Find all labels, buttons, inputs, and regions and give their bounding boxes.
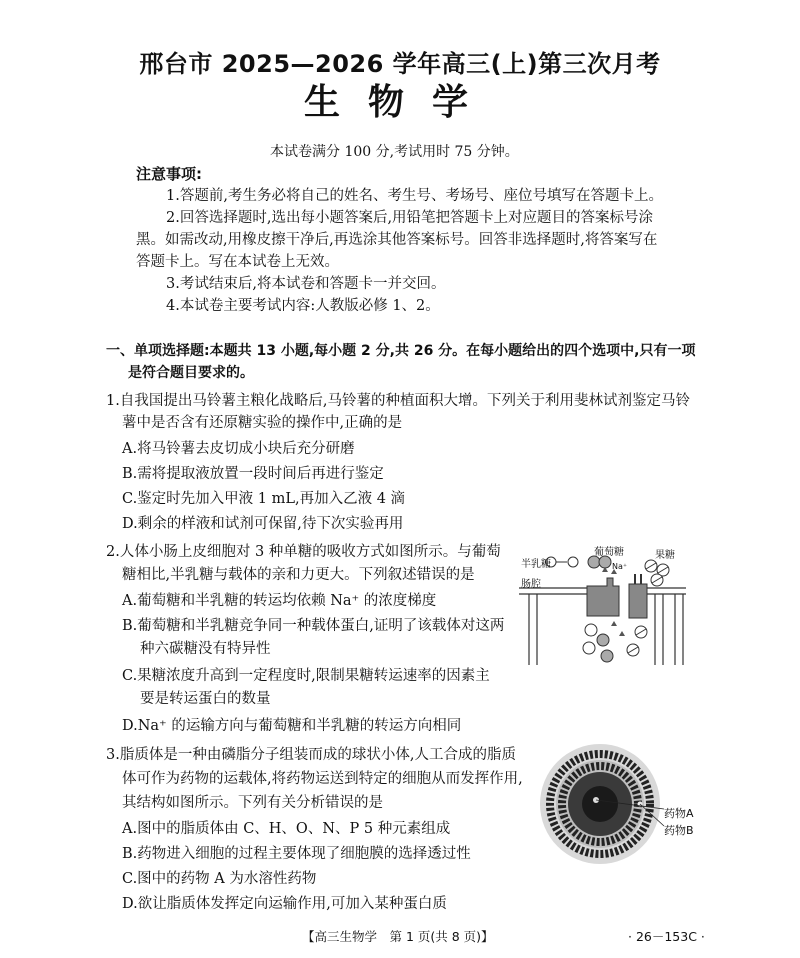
question-stem: 3.脂质体是一种由磷脂分子组装而成的球状小体,人工合成的脂质 [106, 747, 516, 763]
notice-line: 答题卡上。写在本试卷上无效。 [136, 254, 339, 270]
option-a: A.图中的脂质体由 C、H、O、N、P 5 种元素组成 [122, 821, 451, 837]
notice-heading: 注意事项: [136, 165, 202, 183]
option-b: B.需将提取液放置一段时间后再进行鉴定 [122, 466, 384, 482]
option-d: D.Na⁺ 的运输方向与葡萄糖和半乳糖的转运方向相同 [122, 718, 462, 734]
question-stem: 1.自我国提出马铃薯主粮化战略后,马铃薯的种植面积大增。下列关于利用斐林试剂鉴定马铃 [106, 393, 690, 409]
notice-line: 4.本试卷主要考试内容:人教版必修 1、2。 [166, 298, 440, 314]
subject-title: 生物学 [303, 82, 496, 123]
option-c-cont: 要是转运蛋白的数量 [140, 691, 271, 707]
glucose-label: 葡萄糖 [594, 547, 624, 558]
option-a: A.葡萄糖和半乳糖的转运均依赖 Na⁺ 的浓度梯度 [122, 593, 437, 609]
notice-line: 1.答题前,考生务必将自己的姓名、考生号、考场号、座位号填写在答题卡上。 [166, 188, 663, 204]
galactose-label: 半乳糖 [521, 559, 551, 570]
question-stem: 糖相比,半乳糖与载体的亲和力更大。下列叙述错误的是 [122, 567, 475, 583]
option-c: C.鉴定时先加入甲液 1 mL,再加入乙液 4 滴 [122, 491, 406, 507]
exam-info: 本试卷满分 100 分,考试用时 75 分钟。 [270, 144, 519, 160]
notice-line: 黑。如需改动,用橡皮擦干净后,再选涂其他答案标号。回答非选择题时,将答案写在 [136, 232, 658, 248]
question-stem: 体可作为药物的运载体,将药物运送到特定的细胞从而发挥作用, [122, 771, 523, 787]
notice-line: 2.回答选择题时,选出每小题答案后,用铅笔把答题卡上对应题目的答案标号涂 [166, 210, 654, 226]
page-footer: 【高三生物学 第 1 页(共 8 页)】 [302, 929, 494, 944]
lumen-label: 肠腔 [521, 579, 541, 590]
drug-b-label: 药物B [664, 824, 694, 837]
na-label: Na⁺ [612, 562, 628, 571]
section-heading: 一、单项选择题:本题共 13 小题,每小题 2 分,共 26 分。在每小题给出的四个选项中,只有一项 [106, 343, 696, 359]
fructose-label: 果糖 [655, 550, 675, 561]
question-stem: 2.人体小肠上皮细胞对 3 种单糖的吸收方式如图所示。与葡萄 [106, 544, 501, 560]
glut-carrier [629, 584, 647, 618]
notice-line: 3.考试结束后,将本试卷和答题卡一并交回。 [166, 276, 446, 292]
exam-title: 邢台市 2025—2026 学年高三(上)第三次月考 [139, 50, 661, 78]
option-a: A.将马铃薯去皮切成小块后充分研磨 [122, 441, 355, 457]
option-d: D.剩余的样液和试剂可保留,待下次实验再用 [122, 516, 404, 532]
question-stem: 其结构如图所示。下列有关分析错误的是 [122, 795, 383, 811]
option-c: C.图中的药物 A 为水溶性药物 [122, 871, 317, 887]
option-c: C.果糖浓度升高到一定程度时,限制果糖转运速率的因素主 [122, 668, 490, 684]
option-b: B.药物进入细胞的过程主要体现了细胞膜的选择透过性 [122, 846, 471, 862]
sglt-carrier [587, 578, 619, 616]
drug-a-label: 药物A [664, 807, 694, 820]
option-d: D.欲让脂质体发挥定向运输作用,可加入某种蛋白质 [122, 896, 447, 912]
question-stem: 薯中是否含有还原糖实验的操作中,正确的是 [122, 415, 403, 431]
option-b-cont: 种六碳糖没有特异性 [140, 641, 271, 657]
option-b: B.葡萄糖和半乳糖竞争同一种载体蛋白,证明了该载体对这两 [122, 618, 505, 634]
exam-code: · 26－153C · [628, 929, 705, 944]
section-heading-cont: 是符合题目要求的。 [128, 365, 254, 381]
